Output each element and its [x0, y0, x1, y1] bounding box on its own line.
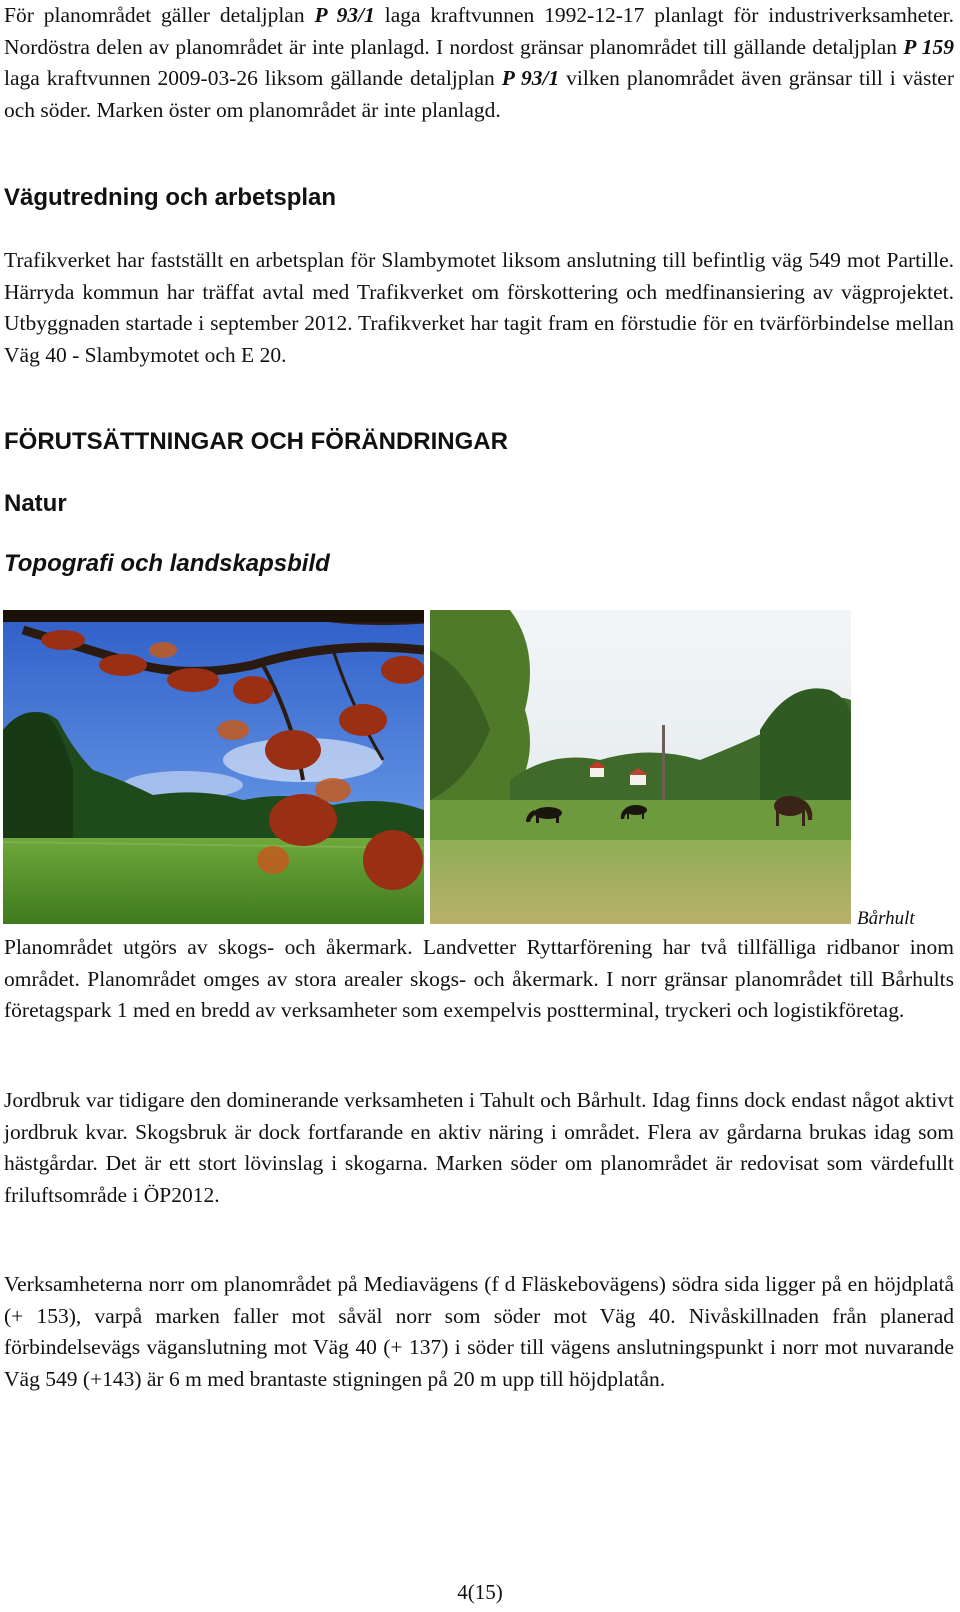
photo-meadow-autumn-tree: [3, 610, 424, 924]
photo-caption: Bårhult: [857, 908, 915, 929]
intro-text-1: För planområdet gäller detaljplan: [4, 3, 315, 27]
plan-ref-p93-1-second: P 93/1: [501, 66, 560, 90]
nature-paragraph-3: Verksamheterna norr om planområdet på Mediavägens (f d Fläskebovägens) södra sida ligger på en höjdplatå (+ 153), varpå marken faller mot såväl norr som söder mot Väg 40. Nivåskillnaden från planerad förbindelsevägs väganslutning mot Väg 40 (+ 137) i söder till vägens anslutningspunkt i norr mot nuvarande Väg 549 (+143) är 6 m med brantaste stigningen på 20 m upp till höjdplatån.: [4, 1272, 954, 1391]
heading-nature: Natur: [4, 490, 67, 517]
intro-text-3: laga kraftvunnen 2009-03-26 liksom gällande detaljplan: [4, 66, 502, 90]
road-study-paragraph: Trafikverket har fastställt en arbetsplan för Slambymotet liksom anslutning till befintlig väg 549 mot Partille. Härryda kommun har träffat avtal med Trafikverket om förskottering och medfinansiering av vägprojektet. Utbyggnaden startade i september 2012. Trafikverket har tagit fram en förstudie för en tvärförbindelse mellan Väg 40 - Slambymotet och E 20.: [4, 248, 954, 367]
intro-text-4: vilken planområdet även gränsar till i väster och söder. Marken öster om planområdet är inte planlagd.: [4, 66, 955, 122]
heading-road-study: Vägutredning och arbetsplan: [4, 184, 337, 211]
nature-paragraph-2: Jordbruk var tidigare den dominerande verksamheten i Tahult och Bårhult. Idag finns dock endast något aktivt jordbruk kvar. Skogsbruk är dock fortfarande en aktiv näring i området. Flera av gårdarna brukas idag som hästgårdar. Det är ett stort lövinslag i skogarna. Marken söder om planområdet är redovisat som värdefullt friluftsområde i ÖP2012.: [4, 1088, 954, 1207]
plan-ref-p159: P 159: [903, 34, 954, 59]
heading-conditions-changes: FÖRUTSÄTTNINGAR OCH FÖRÄNDRINGAR: [4, 428, 508, 455]
page-number: 4(15): [457, 1580, 503, 1604]
heading-topography: Topografi och landskapsbild: [4, 550, 330, 577]
plan-ref-p93-1: P 93/1: [314, 3, 375, 27]
intro-text-2: laga kraftvunnen 1992-12-17 planlagt för industriverksamheter. Nordöstra delen av planområdet är inte planlagd. I nordost gränsar planområdet till gällande detaljplan: [4, 3, 955, 59]
intro-paragraph: [4, 0, 954, 126]
photo-horses-grazing: [430, 610, 851, 924]
nature-paragraph-1: Planområdet utgörs av skogs- och åkermark. Landvetter Ryttarförening har två tillfälliga ridbanor inom området. Planområdet omges av stora arealer skogs- och åkermark. I norr gränsar planområdet till Bårhults företagspark 1 med en bredd av verksamheter som exempelvis postterminal, tryckeri och logistikföretag.: [4, 935, 954, 1022]
